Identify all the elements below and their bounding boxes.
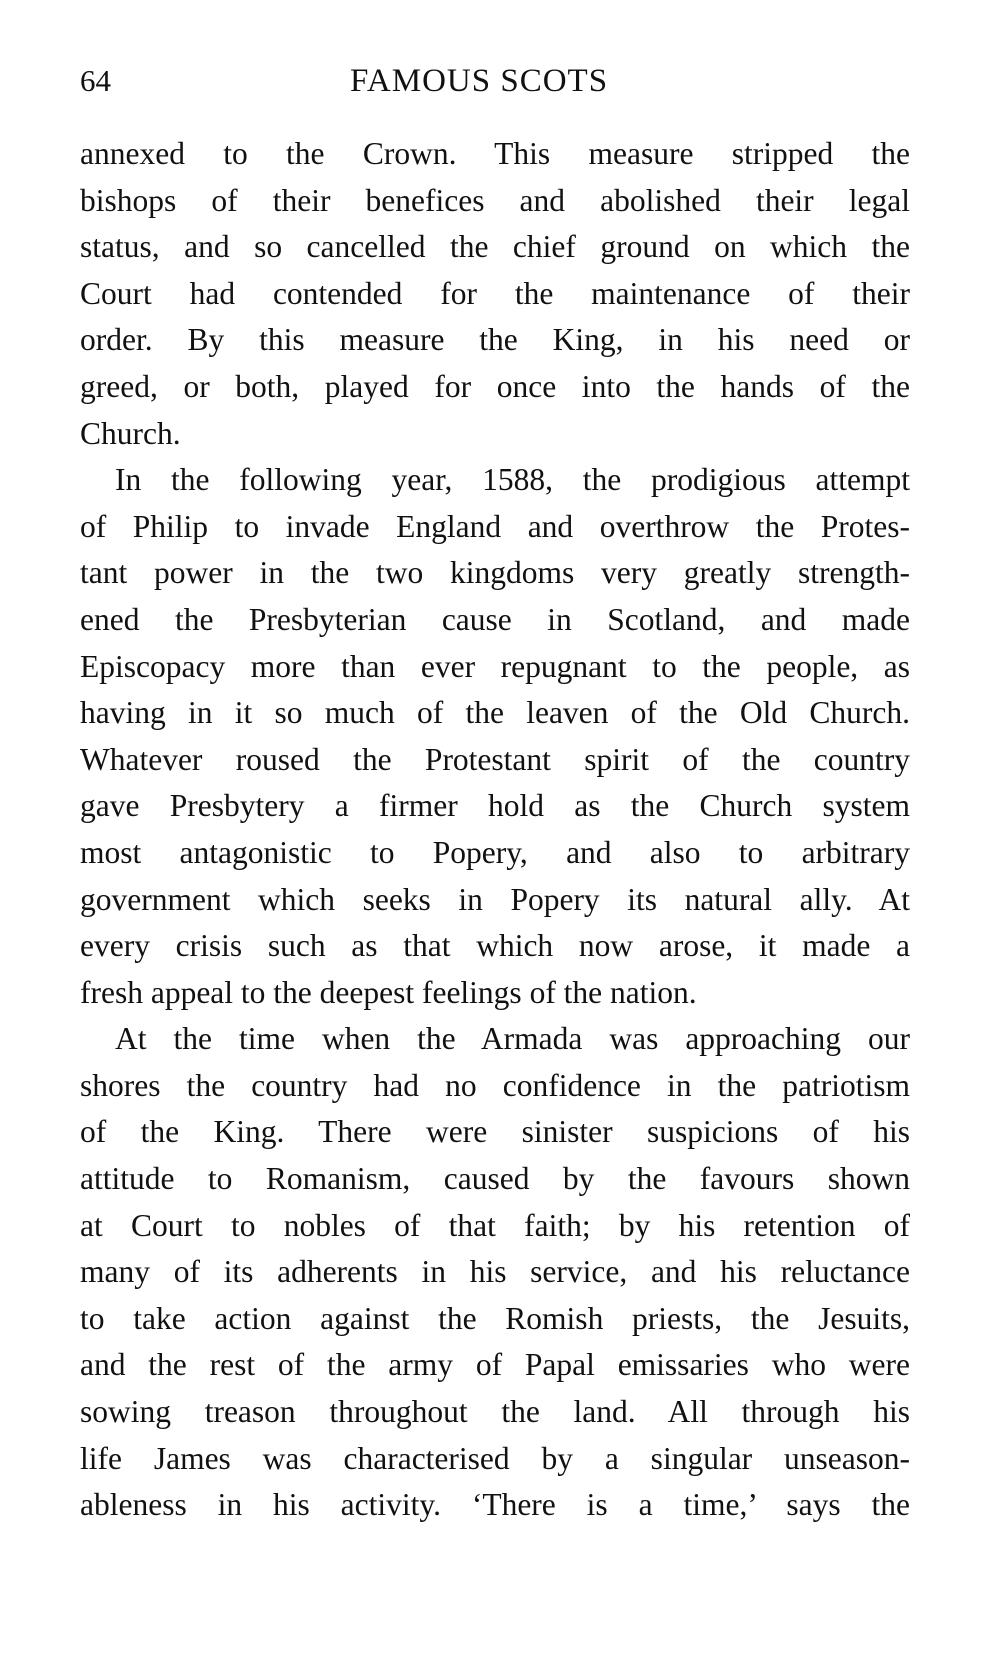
text-line: to take action against the Romish priests, the Jesuits, <box>80 1300 910 1336</box>
text-line: attitude to Romanism, caused by the favours shown <box>80 1161 910 1197</box>
text-line: gave Presbytery a firmer hold as the Church system <box>80 788 910 824</box>
text-line: of Philip to invade England and overthrow the Protes- <box>80 508 910 544</box>
text-line: annexed to the Crown. This measure stripped the <box>80 136 910 171</box>
text-line: and the rest of the army of Papal emissaries who were <box>80 1347 910 1383</box>
text-line: Church. <box>80 415 181 451</box>
text-line: having in it so much of the leaven of the Old Church. <box>80 695 910 731</box>
text-line: ableness in his activity. ‘There is a time,’ says the <box>80 1487 910 1523</box>
page-number: 64 <box>80 63 111 98</box>
text-line: bishops of their benefices and abolished their legal <box>80 182 910 218</box>
body-text <box>80 131 910 1529</box>
text-line: many of its adherents in his service, and his reluctance <box>80 1254 910 1290</box>
paragraph-2 <box>80 457 910 1016</box>
text-line: of the King. There were sinister suspicions of his <box>80 1114 910 1150</box>
text-line: shores the country had no confidence in the patriotism <box>80 1067 910 1103</box>
text-line: ened the Presbyterian cause in Scotland, and made <box>80 601 910 637</box>
text-line: every crisis such as that which now arose, it made a <box>80 928 910 964</box>
text-line: at Court to nobles of that faith; by his retention of <box>80 1207 910 1243</box>
text-line: greed, or both, played for once into the hands of the <box>80 368 910 404</box>
paragraph-1 <box>80 131 910 457</box>
running-title: FAMOUS SCOTS <box>350 63 609 99</box>
text-line: government which seeks in Popery its natural ally. At <box>80 881 910 917</box>
text-line: sowing treason throughout the land. All through his <box>80 1394 910 1430</box>
text-line: status, and so cancelled the chief ground on which the <box>80 229 910 265</box>
text-line: At the time when the Armada was approaching our <box>115 1021 910 1057</box>
text-line: In the following year, 1588, the prodigious attempt <box>115 462 910 498</box>
running-head <box>80 56 910 106</box>
text-line: Whatever roused the Protestant spirit of the country <box>80 741 910 777</box>
text-line: life James was characterised by a singular unseason- <box>80 1440 910 1476</box>
text-line: tant power in the two kingdoms very greatly strength- <box>80 555 910 591</box>
text-line: order. By this measure the King, in his need or <box>80 322 910 358</box>
text-line: most antagonistic to Popery, and also to arbitrary <box>80 834 910 870</box>
text-line: fresh appeal to the deepest feelings of the nation. <box>80 974 697 1010</box>
text-line: Episcopacy more than ever repugnant to the people, as <box>80 648 910 684</box>
text-line: Court had contended for the maintenance of their <box>80 275 910 311</box>
paragraph-3 <box>80 1016 910 1529</box>
